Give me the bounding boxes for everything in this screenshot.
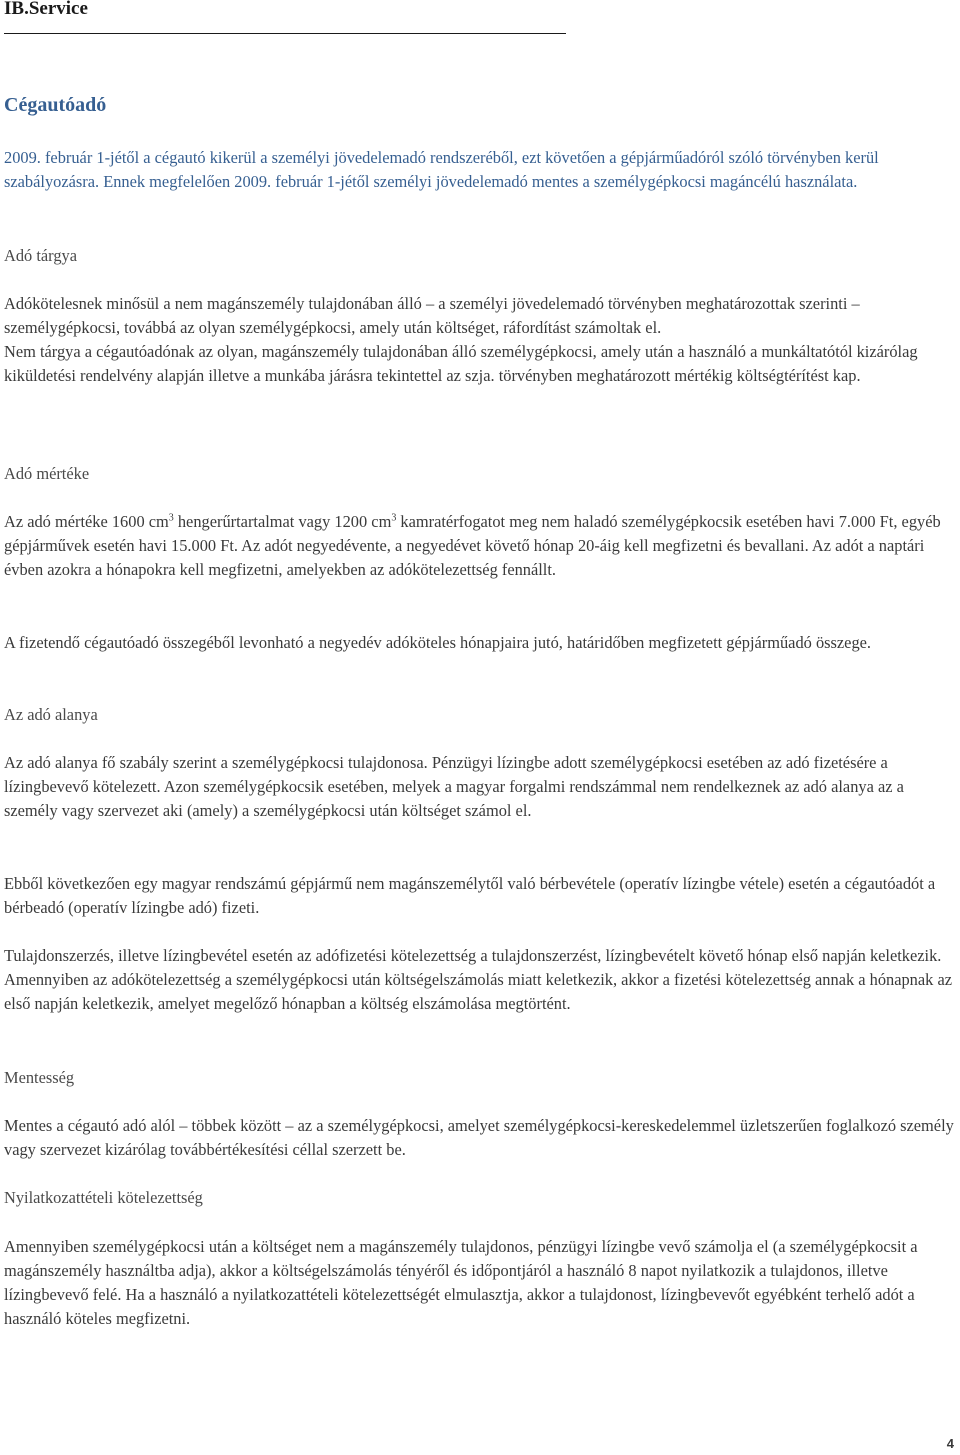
section-heading: Adó tárgya [4,246,77,265]
section-ado-alanya [4,703,956,727]
paragraph: Amennyiben személygépkocsi után a költséget nem a magánszemély tulajdonos, pénzügyi lízingbe vevő számolja el (a személygépkocsit a magánszemély használtba adja), akkor a költségelszámolás tényéről és időpontjáról a használó 8 napot nyilatkozik a tulajdonos, illetve lízingbevevő felé. Ha a használó a nyilatkozattételi kötelezettségét elmulasztja, akkor a tulajdonost, lízingbevevőt egyébként terhelő adót a használó köteles megfizetni. [4,1237,918,1328]
header-divider [4,33,566,34]
text-run: Az adó mértéke 1600 cm [4,512,169,531]
section-nyilatkozat-body [4,1235,956,1331]
paragraph: Adókötelesnek minősül a nem magánszemély tulajdonában álló – a személyi jövedelemadó törvényben meghatározottak szerinti – személygépkocsi, továbbá az olyan személygépkocsi, amely után költséget, ráfordítást számoltak el. [4,294,860,337]
paragraph: A fizetendő cégautóadó összegéből levonható a negyedév adóköteles hónapjaira jutó, határidőben megfizetett gépjárműadó összege. [4,633,872,652]
paragraph: Mentes a cégautó adó alól – többek között – az a személygépkocsi, amelyet személygépkocsi-kereskedelemmel üzletszerűen foglalkozó személy vagy szervezet kizárólag továbbértékesítési céllal szerzett be. [4,1116,954,1159]
section-ado-alanya-body [4,751,956,823]
paragraph [4,510,956,582]
section-heading: Adó mértéke [4,464,90,483]
text-run: kamratérfogatot meg nem haladó személygépkocsik esetében havi 7.000 Ft, egyéb gépjárművek esetén havi 15.000 Ft. Az adót negyedévente, a negyedévet követő hónap 20-áig kell megfizetni és bevallani. Az adót a naptári évben azokra a hónapokra kell megfizetni, amelyekben az adókötelezettség fennállt. [4,512,941,579]
section-ado-alanya-body-3 [4,944,956,1016]
section-mentesseg-body [4,1114,956,1162]
section-heading: Nyilatkozattételi kötelezettség [4,1188,203,1207]
section-heading: Az adó alanya [4,705,98,724]
section-ado-merteke-body [4,510,956,582]
section-nyilatkozat [4,1186,956,1210]
superscript: 3 [168,512,174,524]
section-ado-merteke-body-2 [4,631,956,655]
section-ado-alanya-body-2 [4,872,956,920]
section-ado-targya-body [4,292,956,388]
section-mentesseg [4,1066,956,1090]
paragraph: Tulajdonszerzés, illetve lízingbevétel esetén az adófizetési kötelezettség a tulajdonszerzést, lízingbevételt követő hónap első napján keletkezik. Amennyiben az adókötelezettség a személygépkocsi után költségelszámolás miatt keletkezik, akkor a fizetési kötelezettség annak a hónapnak az első napján keletkezik, amelyet megelőző hónapban a költség elszámolása megtörtént. [4,946,952,1013]
superscript: 3 [391,512,397,524]
page-number: 4 [946,1436,954,1451]
header-title: IB.Service [4,0,88,19]
section-ado-targya [4,244,956,268]
paragraph: Nem tárgya a cégautóadónak az olyan, magánszemély tulajdonában álló személygépkocsi, amely után a használó a munkáltatótól kizárólag kiküldetési rendelvény alapján illetve a munkába járásra tekintettel az szja. törvényben meghatározott mértékig költségtérítést kap. [4,342,918,385]
section-heading: Mentesség [4,1068,75,1087]
document-title: Cégautóadó [4,94,107,116]
section-ado-merteke [4,462,956,486]
text-run: hengerűrtartalmat vagy 1200 cm [173,512,392,531]
paragraph: Az adó alanya fő szabály szerint a személygépkocsi tulajdonosa. Pénzügyi lízingbe adott személygépkocsi esetében az adó fizetésére a lízingbevevő kötelezett. Azon személygépkocsik esetében, melyek a magyar forgalmi rendszámmal nem rendelkeznek az adó alanya az a személy vagy szervezet aki (amely) a személygépkocsi után költséget számol el. [4,753,904,820]
paragraph: Ebből következően egy magyar rendszámú gépjármű nem magánszemélytől való bérbevétele (operatív lízingbe vétele) esetén a cégautóadót a bérbeadó (operatív lízingbe adó) fizeti. [4,874,936,917]
intro-paragraph: 2009. február 1-jétől a cégautó kikerül a személyi jövedelemadó rendszeréből, ezt követően a gépjárműadóról szóló törvényben kerül szabályozásra. Ennek megfelelően 2009. február 1-jétől személyi jövedelemadó mentes a személygépkocsi magáncélú használata. [4,148,879,191]
